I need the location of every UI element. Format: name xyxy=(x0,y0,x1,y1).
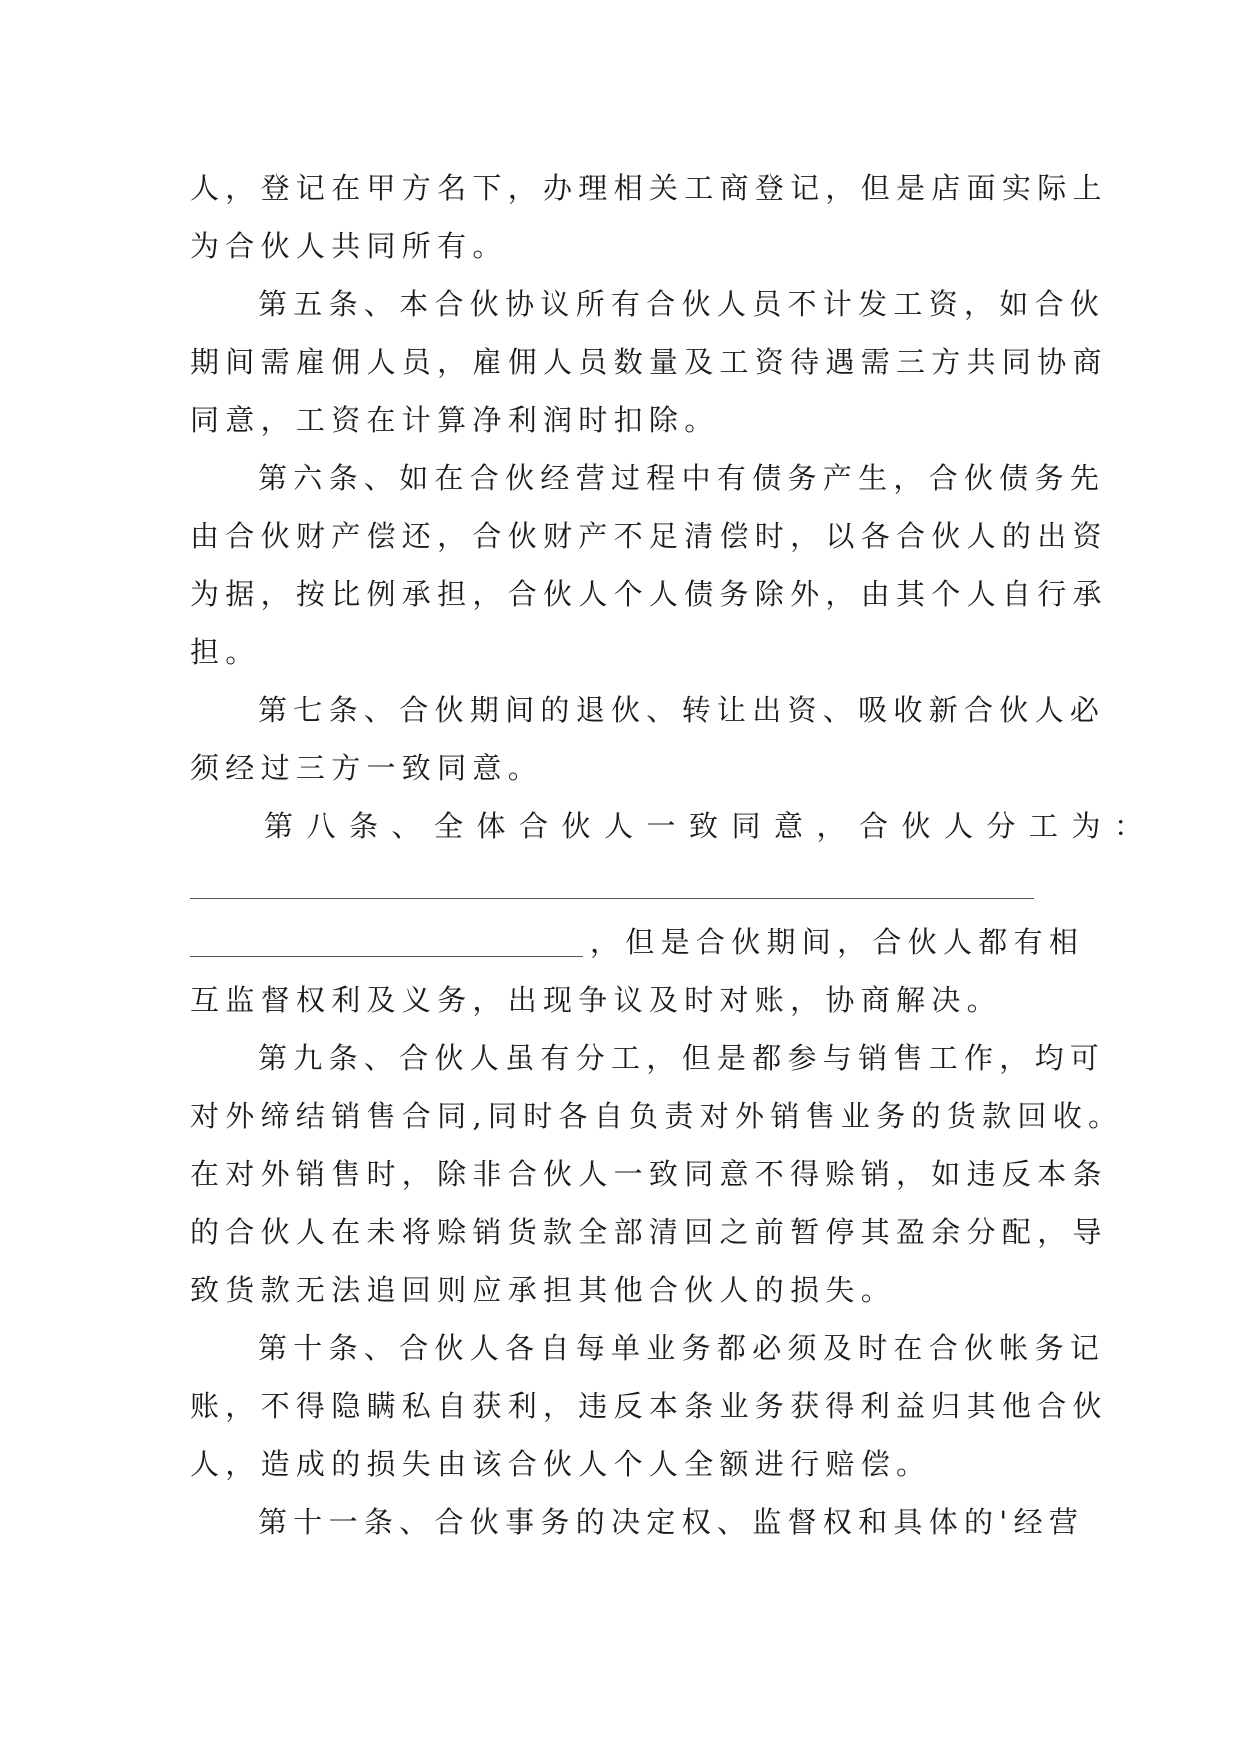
text-line: 为据，按比例承担，合伙人个人债务除外，由其个人自行承 xyxy=(190,577,1108,611)
article-7-line: 第七条、合伙期间的退伙、转让出资、吸收新合伙人必 xyxy=(258,693,1106,727)
article-11-line: 第十一条、合伙事务的决定权、监督权和具体的'经营 xyxy=(258,1505,1085,1539)
text-line: 为合伙人共同所有。 xyxy=(190,229,508,263)
text-line: 账，不得隐瞒私自获利，违反本条业务获得利益归其他合伙 xyxy=(190,1389,1108,1423)
text-line: 同意，工资在计算净利润时扣除。 xyxy=(190,403,720,437)
text-line: 期间需雇佣人员，雇佣人员数量及工资待遇需三方共同协商 xyxy=(190,345,1108,379)
article-5-line: 第五条、本合伙协议所有合伙人员不计发工资，如合伙 xyxy=(258,287,1106,321)
fill-in-blank-line xyxy=(190,956,583,957)
text-line: 人，造成的损失由该合伙人个人全额进行赔偿。 xyxy=(190,1447,932,1481)
text-line: 担。 xyxy=(190,635,261,669)
fill-in-blank-line xyxy=(190,898,1034,899)
text-line: 在对外销售时，除非合伙人一致同意不得赊销，如违反本条 xyxy=(190,1157,1108,1191)
text-line: 的合伙人在未将赊销货款全部清回之前暂停其盈余分配，导 xyxy=(190,1215,1108,1249)
text-line: 互监督权利及义务，出现争议及时对账，协商解决。 xyxy=(190,983,1002,1017)
article-8-line: 第八条、全体合伙人一致同意，合伙人分工为： xyxy=(264,809,1157,843)
article-9-line: 第九条、合伙人虽有分工，但是都参与销售工作，均可 xyxy=(258,1041,1106,1075)
text-line: ，但是合伙期间，合伙人都有相 xyxy=(590,925,1085,959)
text-line: 人，登记在甲方名下，办理相关工商登记，但是店面实际上 xyxy=(190,171,1108,205)
text-line: 须经过三方一致同意。 xyxy=(190,751,544,785)
text-line: 由合伙财产偿还，合伙财产不足清偿时，以各合伙人的出资 xyxy=(190,519,1108,553)
text-line: 对外缔结销售合同,同时各自负责对外销售业务的货款回收。 xyxy=(190,1099,1124,1133)
article-10-line: 第十条、合伙人各自每单业务都必须及时在合伙帐务记 xyxy=(258,1331,1106,1365)
article-6-line: 第六条、如在合伙经营过程中有债务产生，合伙债务先 xyxy=(258,461,1106,495)
text-line: 致货款无法追回则应承担其他合伙人的损失。 xyxy=(190,1273,897,1307)
